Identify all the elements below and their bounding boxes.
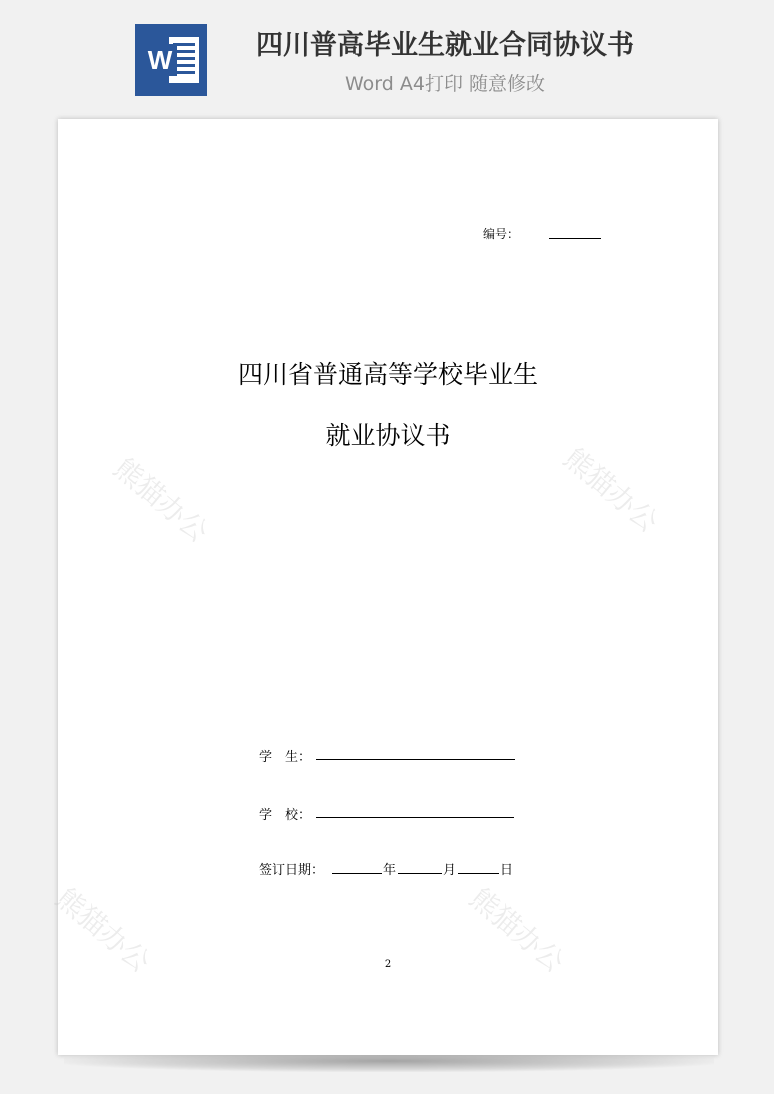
document-title: 四川省普通高等学校毕业生 [237,360,538,389]
banner-subtitle: Word A4打印 随意修改 [344,73,545,95]
svg-text:W: W [147,45,173,75]
watermark: 熊猫办公 [463,881,571,979]
banner-title: 四川普高毕业生就业合同协议书 [256,30,634,61]
word-document-icon [135,24,207,96]
school-blank[interactable] [316,817,514,818]
month-blank[interactable] [398,873,442,874]
serial-number-blank[interactable] [549,238,601,239]
year-unit: 年 [383,863,397,878]
watermark: 熊猫办公 [557,441,665,539]
document-page [49,119,718,1055]
watermark: 熊猫办公 [49,881,157,979]
document-subtitle: 就业协议书 [325,421,451,450]
signing-date-label: 签订日期： [259,863,325,878]
month-unit: 月 [443,863,457,878]
page-number: 2 [384,959,392,970]
student-label: 学 生： [259,750,312,765]
day-blank[interactable] [458,873,499,874]
school-label: 学 校： [259,808,312,823]
student-blank[interactable] [316,759,515,760]
day-unit: 日 [500,863,514,878]
watermark: 熊猫办公 [107,451,215,549]
year-blank[interactable] [332,873,382,874]
serial-number-label: 编号： [483,227,520,241]
